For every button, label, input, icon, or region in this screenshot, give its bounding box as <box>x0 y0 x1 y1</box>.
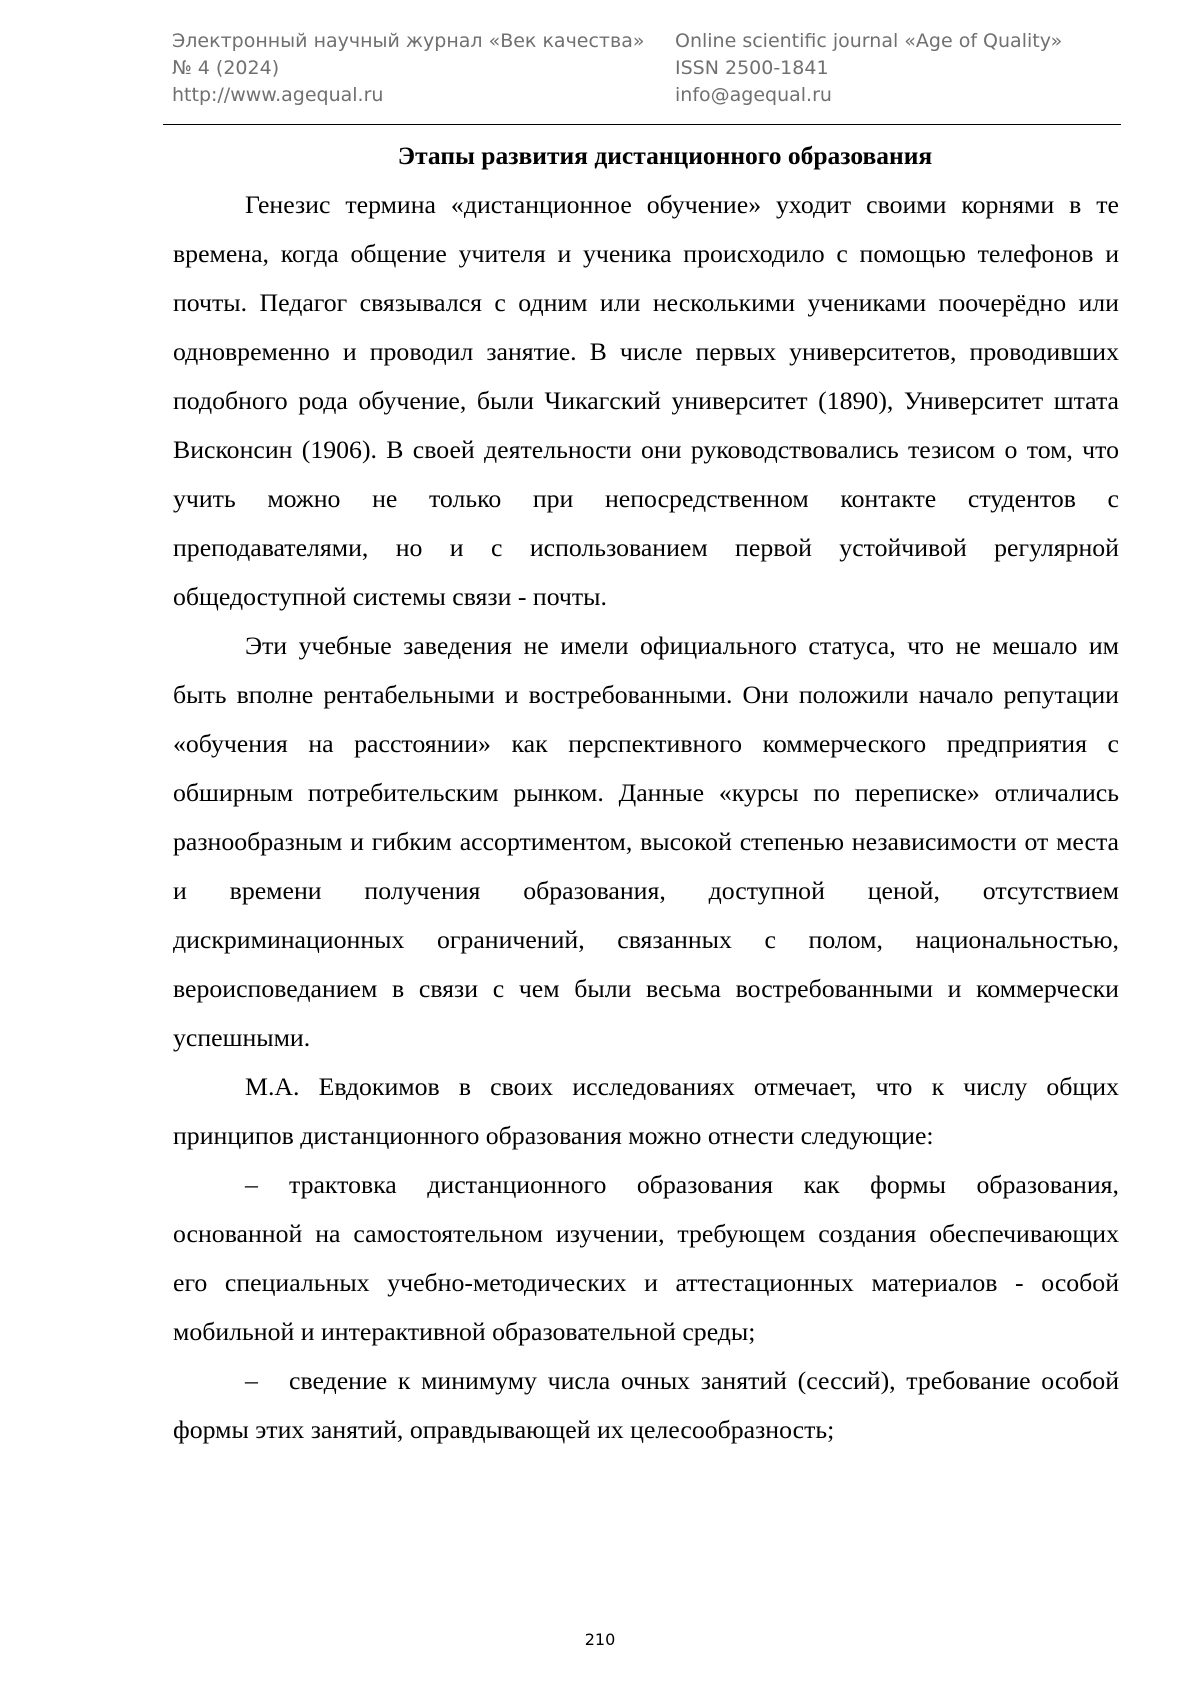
issue-number: № 4 (2024) <box>172 55 644 82</box>
journal-url: http://www.agequal.ru <box>172 82 644 109</box>
journal-name-ru: Электронный научный журнал «Век качества» <box>172 28 644 55</box>
list-item <box>173 1356 1119 1454</box>
page-number: 210 <box>0 1630 1200 1649</box>
journal-email: info@agequal.ru <box>675 82 1062 109</box>
list-item <box>173 1160 1119 1356</box>
dash-marker: – <box>245 1356 289 1405</box>
paragraph-institutions: Эти учебные заведения не имели официального статуса, что не мешало им быть вполне рентабельными и востребованными. Они положили начало репутации «обучения на расстоянии» как перспективного коммерческого предприятия с обширным потребительским рынком. Данные «курсы по переписке» отличались разнообразным и гибким ассортиментом, высокой степенью независимости от места и времени получения образования, доступной ценой, отсутствием дискриминационных ограничений, связанных с полом, национальностью, вероисповеданием в связи с чем были весьма востребованными и коммерчески успешными. <box>173 621 1119 1062</box>
header-left-column <box>172 28 644 109</box>
issn: ISSN 2500-1841 <box>675 55 1062 82</box>
dash-marker: – <box>245 1160 289 1209</box>
article-body <box>173 134 1119 1454</box>
list-item-text: трактовка дистанционного образования как формы образования, основанной на самостоятельном изучении, требующем создания обеспечивающих его специальных учебно-методических и аттестационных материалов - особой мобильной и интерактивной образовательной среды; <box>173 1170 1119 1346</box>
section-title: Этапы развития дистанционного образования <box>173 134 1119 178</box>
header-divider <box>163 124 1121 125</box>
header-right-column <box>675 28 1062 109</box>
paragraph-genesis: Генезис термина «дистанционное обучение» уходит своими корнями в те времена, когда общение учителя и ученика происходило с помощью телефонов и почты. Педагог связывался с одним или несколькими учениками поочерёдно или одновременно и проводил занятие. В числе первых университетов, проводивших подобного рода обучение, были Чикагский университет (1890), Университет штата Висконсин (1906). В своей деятельности они руководствовались тезисом о том, что учить можно не только при непосредственном контакте студентов с преподавателями, но и с использованием первой устойчивой регулярной общедоступной системы связи - почты. <box>173 180 1119 621</box>
list-item-text: сведение к минимуму числа очных занятий (сессий), требование особой формы этих занятий, оправдывающей их целесообразность; <box>173 1366 1119 1444</box>
paragraph-principles-intro: М.А. Евдокимов в своих исследованиях отмечает, что к числу общих принципов дистанционного образования можно отнести следующие: <box>173 1062 1119 1160</box>
journal-name-en: Online scientific journal «Age of Quality» <box>675 28 1062 55</box>
